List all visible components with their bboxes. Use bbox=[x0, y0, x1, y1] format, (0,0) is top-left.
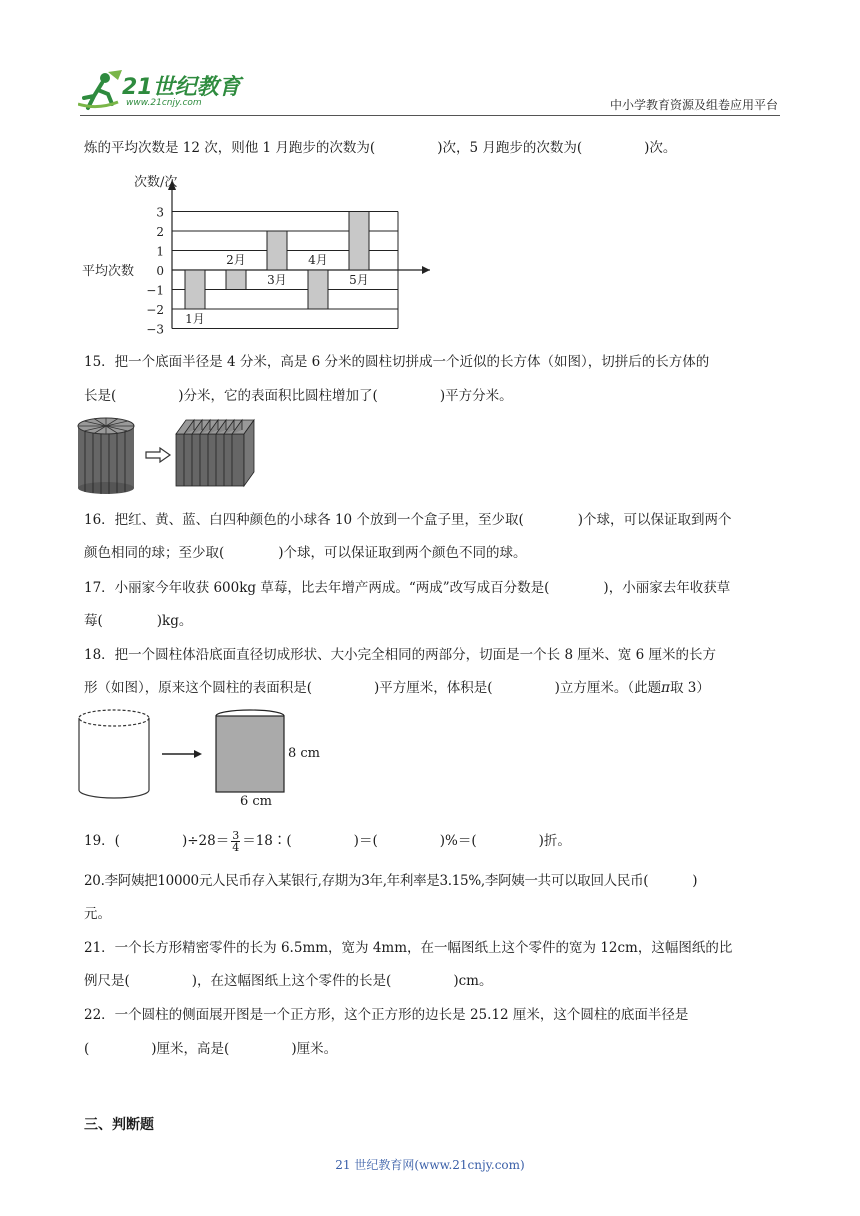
cylinder-icon bbox=[79, 710, 149, 798]
bar-category-label: 5月 bbox=[349, 273, 369, 287]
rectangle-section-icon bbox=[216, 710, 284, 792]
cuboid-icon bbox=[176, 420, 254, 486]
bar-category-label: 1月 bbox=[185, 312, 205, 326]
cylinder-section-figure bbox=[76, 706, 336, 814]
logo-text: 21世纪教育 bbox=[122, 75, 241, 100]
cylinder-to-cuboid-figure bbox=[76, 414, 256, 496]
y-tick-label: 2 bbox=[156, 225, 164, 239]
q17-line2: 莓( )kg。 bbox=[84, 613, 193, 629]
q18-line1: 18．把一个圆柱体沿底面直径切成形状、大小完全相同的两部分，切面是一个长 8 厘米、宽 6 厘米的长方 bbox=[84, 647, 717, 663]
q20-line2: 元。 bbox=[84, 906, 111, 922]
chart-svg bbox=[80, 168, 440, 340]
label-width: 6 cm bbox=[240, 794, 273, 809]
y-axis-title: 次数/次 bbox=[134, 175, 178, 190]
bar bbox=[308, 270, 328, 309]
q14-text: 炼的平均次数是 12 次，则他 1 月跑步的次数为( )次，5 月跑步的次数为( )次。 bbox=[84, 140, 677, 156]
right-arrow-icon bbox=[146, 448, 170, 462]
q18-line2: 形（如图），原来这个圆柱的表面积是( )平方厘米，体积是( )立方厘米。（此题π取 3） bbox=[84, 680, 710, 696]
arrow-icon bbox=[162, 750, 202, 758]
q15-line2: 长是( )分米，它的表面积比圆柱增加了( )平方分米。 bbox=[84, 388, 513, 404]
cut-cylinder-icon bbox=[78, 418, 134, 494]
q17-line1: 17．小丽家今年收获 600kg 草莓，比去年增产两成。“两成”改写成百分数是( )，小丽家去年收获草 bbox=[84, 580, 731, 596]
q22-line2: ( )厘米，高是( )厘米。 bbox=[84, 1041, 338, 1057]
logo bbox=[78, 68, 248, 112]
y-tick-label: −3 bbox=[146, 322, 164, 337]
bar-category-label: 3月 bbox=[267, 273, 287, 287]
q21-line1: 21．一个长方形精密零件的长为 6.5mm，宽为 4mm，在一幅图纸上这个零件的宽为 12cm，这幅图纸的比 bbox=[84, 940, 733, 956]
bar-category-label: 4月 bbox=[308, 253, 328, 267]
bar bbox=[185, 270, 205, 309]
logo-url: www.21cnjy.com bbox=[126, 98, 202, 108]
y-tick-label: 3 bbox=[156, 205, 164, 220]
y-tick-label: −1 bbox=[146, 283, 164, 298]
x-axis-arrow bbox=[422, 266, 430, 274]
section-heading: 三、判断题 bbox=[84, 1117, 154, 1133]
q16-line2: 颜色相同的球；至少取( )个球，可以保证取到两个颜色不同的球。 bbox=[84, 545, 527, 561]
bar bbox=[226, 270, 246, 290]
y-tick-label: 0 bbox=[156, 264, 164, 278]
q19-line: 19．( )÷28＝ $\frac{3}{4}$ ＝18∶( )＝( )%＝( )折。 bbox=[84, 829, 571, 854]
footer-text: 21 世纪教育网(www.21cnjy.com) bbox=[335, 1158, 525, 1172]
bar bbox=[349, 212, 369, 271]
fraction: $\frac{3}{4}$ bbox=[232, 829, 240, 854]
q16-line1: 16．把红、黄、蓝、白四种颜色的小球各 10 个放到一个盒子里，至少取( )个球，可以保证取到两个 bbox=[84, 512, 732, 528]
bar-category-label: 2月 bbox=[226, 253, 246, 267]
bar bbox=[267, 231, 287, 270]
baseline-label: 平均次数 bbox=[82, 264, 135, 279]
y-tick-label: −2 bbox=[146, 303, 164, 317]
header-divider bbox=[80, 115, 780, 116]
header-platform-text: 中小学教育资源及组卷应用平台 bbox=[609, 98, 778, 112]
q22-line1: 22．一个圆柱的侧面展开图是一个正方形，这个正方形的边长是 25.12 厘米，这个圆柱的底面半径是 bbox=[84, 1007, 689, 1023]
q21-line2: 例尺是( )，在这幅图纸上这个零件的长是( )cm。 bbox=[84, 973, 493, 989]
y-tick-label: 1 bbox=[156, 244, 164, 259]
q20-line1: 20.李阿姨把10000元人民币存入某银行,存期为3年,年利率是3.15%,李阿姨一共可以取回人民币( ) bbox=[84, 873, 698, 889]
q14-bar-chart bbox=[80, 168, 440, 340]
label-height: 8 cm bbox=[288, 746, 321, 761]
q15-line1: 15．把一个底面半径是 4 分米，高是 6 分米的圆柱切拼成一个近似的长方体（如图），切拼后的长方体的 bbox=[84, 354, 710, 370]
